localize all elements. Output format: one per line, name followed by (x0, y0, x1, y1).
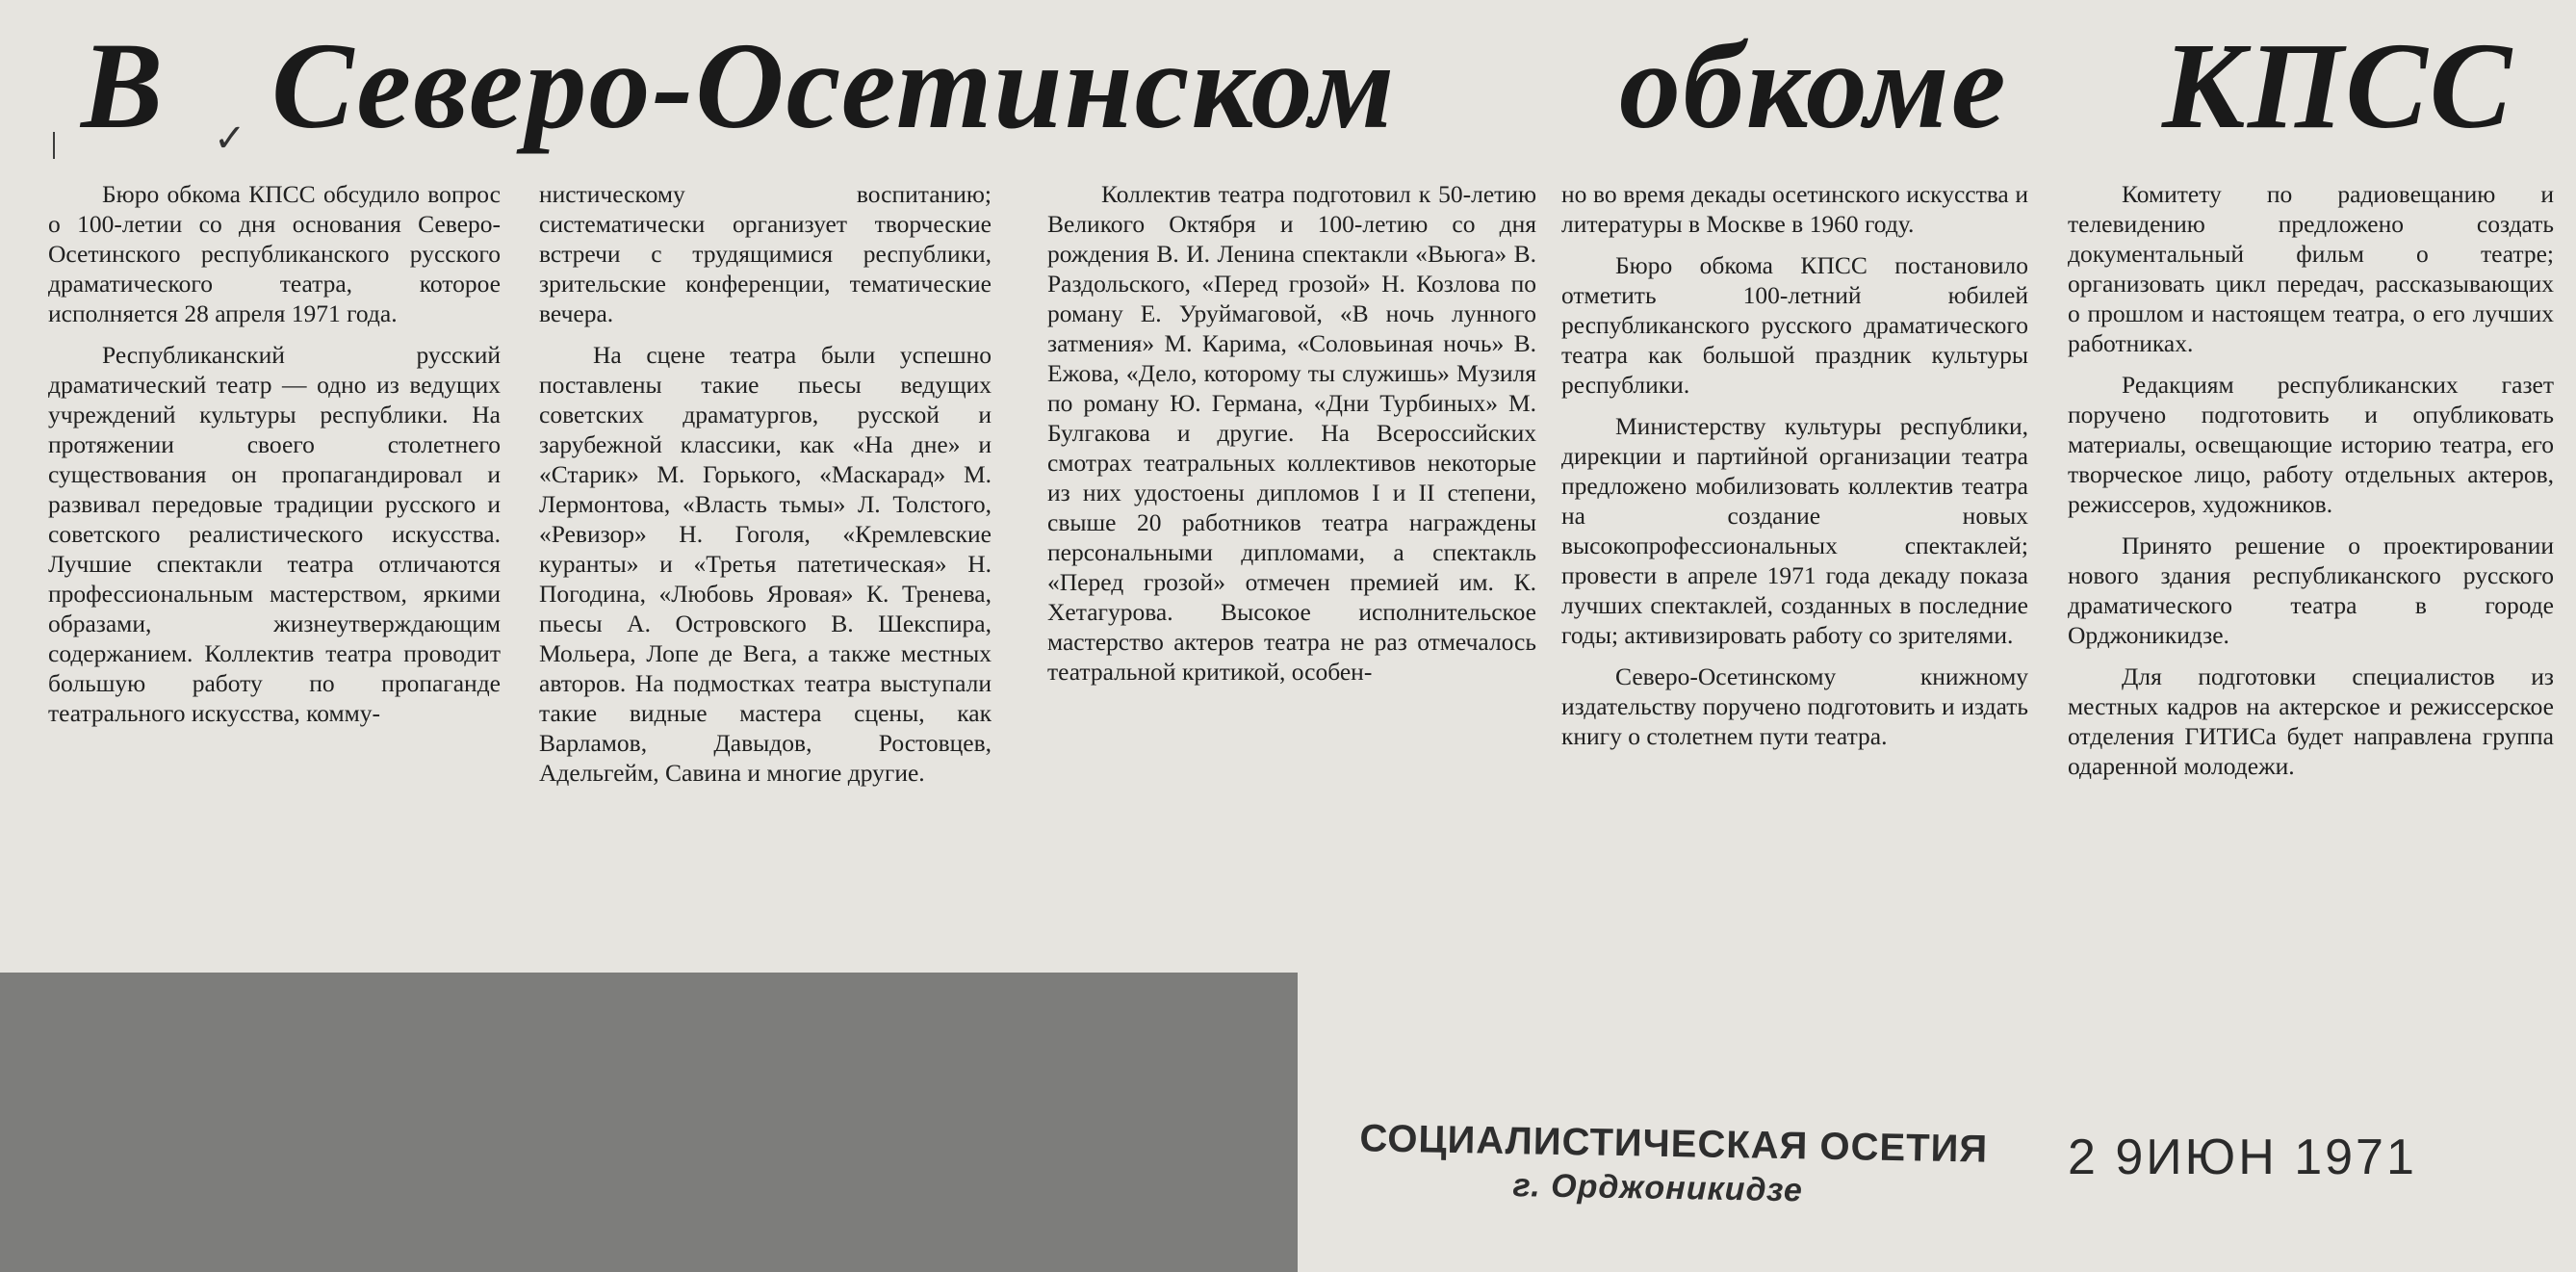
headline-word-1: В (81, 17, 166, 154)
column-2 (539, 179, 992, 799)
headline-word-4: КПСС (2162, 17, 2514, 154)
column-4 (1561, 179, 2028, 763)
paragraph: Для подготовки специалистов из местных кадров на актерское и режиссерское отделения ГИТИСа будет направлена группа одаренной молодежи. (2068, 662, 2554, 780)
paragraph: нистическому воспитанию; систематически организует творческие встречи с трудящимися республики, зрительские конференции, тематические вечера. (539, 180, 992, 327)
headline-word-3: обкоме (1619, 17, 2008, 154)
paragraph: Коллектив театра подготовил к 50-летию Великого Октября и 100-летию со дня рождения В. И. Ленина спектакли «Вьюга» В. Раздольского, «Перед грозой» Н. Козлова по роману Е. Уруймаговой, «В ночь лунного затмения» М. Карима, «Соловьиная ночь» В. Ежова, «Дело, которому ты служишь» Музиля по роману Ю. Германа, «Дни Турбиных» М. Булгакова и другие. На Всероссийских смотрах театральных коллективов некоторые из них удостоены дипломов I и II степени, свыше 20 работников театра награждены персональными дипломами, а спектакль «Перед грозой» отмечен премией им. К. Хетагурова. Высокое исполнительское мастерство актеров театра не раз отмечалось театральной критикой, особен- (1047, 180, 1536, 686)
stamp-publication: СОЦИАЛИСТИЧЕСКАЯ ОСЕТИЯ (1359, 1117, 1989, 1171)
date-stamp: 2 9ИЮН 1971 (2068, 1129, 2417, 1185)
paragraph: Бюро обкома КПСС обсудило вопрос о 100-летии со дня основания Северо-Осетинского республиканского русского драматического театра, которое исполняется 28 апреля 1971 года. (48, 180, 501, 327)
paragraph: Комитету по радиовещанию и телевидению предложено создать документальный фильм о театре; организовать цикл передач, рассказывающих о прошлом и настоящем театра, о его лучших работниках. (2068, 180, 2554, 357)
column-1 (48, 179, 501, 740)
headline (0, 13, 2576, 158)
publication-stamp (1358, 1116, 1988, 1215)
stamp-city: г. Орджоникидзе (1512, 1167, 1804, 1209)
pencil-mark-icon: ǀ (50, 124, 59, 168)
paragraph: На сцене театра были успешно поставлены такие пьесы ведущих советских драматургов, русской и зарубежной классики, как «На дне» и «Старик» М. Горького, «Маскарад» М. Лермонтова, «Власть тьмы» Л. Толстого, «Ревизор» Н. Гоголя, «Кремлевские куранты» и «Третья патетическая» Н. Погодина, «Любовь Яровая» К. Тренева, пьесы А. Островского В. Шекспира, Мольера, Лопе де Вега, а также местных авторов. На подмостках театра выступали такие видные мастера сцены, как Варламов, Давыдов, Ростовцев, Адельгейм, Савина и многие другие. (539, 341, 992, 787)
paragraph: Редакциям республиканских газет поручено подготовить и опубликовать материалы, освещающие историю театра, его творческое лицо, работу отдельных актеров, режиссеров, художников. (2068, 371, 2554, 518)
column-5 (2068, 179, 2554, 792)
paragraph: Республиканский русский драматический театр — одно из ведущих учреждений культуры республики. На протяжении своего столетнего существования он пропагандировал и развивал передовые традиции русского и советского реалистического искусства. Лучшие спектакли театра отличаются профессиональным мастерством, яркими образами, жизнеутверждающим содержанием. Коллектив театра проводит большую работу по пропаганде театрального искусства, комму- (48, 341, 501, 727)
paragraph: но во время декады осетинского искусства и литературы в Москве в 1960 году. (1561, 180, 2028, 238)
paragraph: Северо-Осетинскому книжному издательству поручено подготовить и издать книгу о столетнем пути театра. (1561, 662, 2028, 750)
pencil-check-icon: ✓ (214, 117, 246, 160)
headline-word-2: Северо-Осетинском (271, 17, 1397, 154)
paragraph: Министерству культуры республики, дирекции и партийной организации театра предложено мобилизовать коллектив театра на создание новых высокопрофессиональных спектаклей; провести в апреле 1971 года декаду показа лучших спектаклей, созданных в последние годы; активизировать работу со зрителями. (1561, 412, 2028, 649)
paragraph: Принято решение о проектировании нового здания республиканского русского драматического театра в городе Орджоникидзе. (2068, 532, 2554, 649)
paragraph: Бюро обкома КПСС постановило отметить 100-летний юбилей республиканского русского драматического театра как большой праздник культуры республики. (1561, 251, 2028, 399)
article-body (0, 162, 2576, 971)
column-3 (1047, 179, 1536, 698)
